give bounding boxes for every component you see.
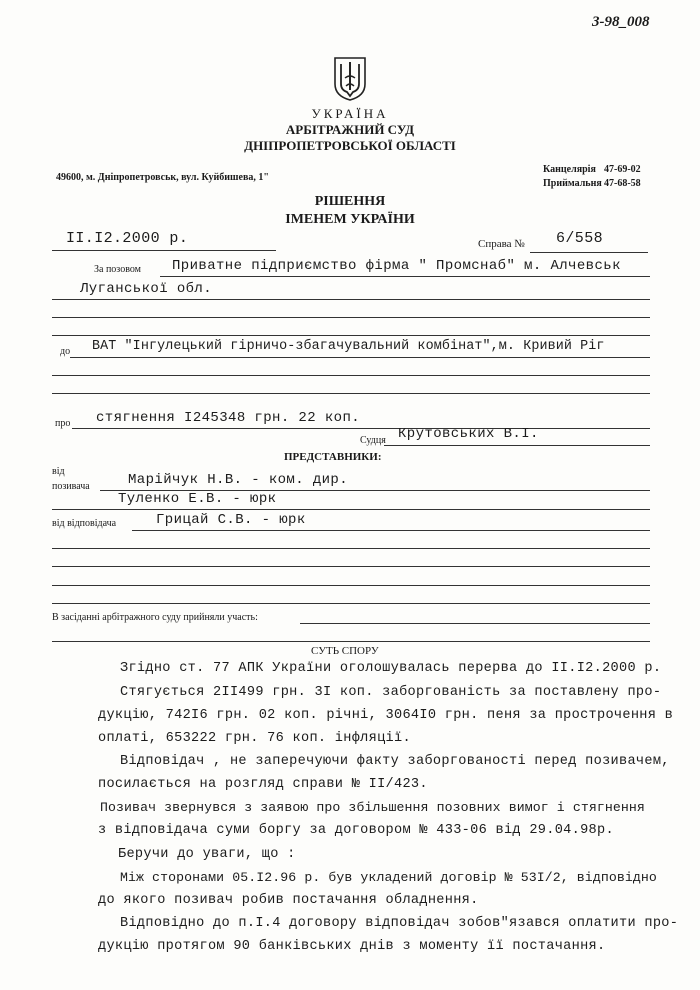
rule <box>160 276 650 277</box>
rule <box>52 585 650 586</box>
rule <box>52 393 650 394</box>
defendant-line-1: ВАТ "Інгулецький гірничо-збагачувальний комбінат",м. Кривий Ріг <box>92 339 605 354</box>
body-line: Відповідно до п.I.4 договору відповідач зобов"язався оплатити про- <box>120 916 679 931</box>
rule <box>70 357 650 358</box>
court-region: ДНІПРОПЕТРОВСЬКОЇ ОБЛАСТІ <box>244 138 456 153</box>
body-line: Беручи до уваги, що : <box>118 847 296 862</box>
case-underline <box>530 252 648 253</box>
case-number: 6/558 <box>556 230 604 247</box>
chancellery-label: Канцелярія <box>543 164 596 175</box>
document-id: 3-98_008 <box>592 14 650 30</box>
from-plaintiff-label: від <box>52 466 65 477</box>
decision-date: II.I2.2000 р. <box>66 230 189 247</box>
date-underline <box>52 250 276 251</box>
rule <box>52 603 650 604</box>
dispute-title: СУТЬ СПОРУ <box>311 645 379 657</box>
body-line: посилається на розгляд справи № II/423. <box>98 777 428 792</box>
rule <box>52 509 650 510</box>
rule <box>52 335 650 336</box>
plaintiff-line-1: Приватне підприємство фірма " Промснаб" м. Алчевськ <box>172 258 621 274</box>
judge-label: Судця <box>360 435 386 446</box>
rule <box>52 641 650 642</box>
court-address: 49600, м. Дніпропетровськ, вул. Куйбишева, 1" <box>56 172 269 183</box>
court-name: АРБІТРАЖНИЙ СУД <box>285 122 415 137</box>
judge-underline <box>384 445 650 446</box>
body-line: дукцію, 742I6 грн. 02 коп. річні, 3064I0 грн. пеня за прострочення в <box>98 708 674 723</box>
body-line: з відповідача суми боргу за договором № 433-06 від 29.04.98р. <box>98 823 614 838</box>
defendant-rep-1: Грицай С.В. - юрк <box>156 512 306 528</box>
representatives-title: ПРЕДСТАВНИКИ: <box>284 451 382 463</box>
claim-label: За позовом <box>94 264 141 275</box>
rule <box>52 317 650 318</box>
decision-subtitle: ІМЕНЕМ УКРАЇНИ <box>285 212 415 227</box>
case-label: Справа № <box>478 238 525 250</box>
rule <box>72 428 650 429</box>
body-line: дукцію протягом 90 банківських днів з моменту її постачання. <box>98 939 606 954</box>
rule <box>52 375 650 376</box>
session-label: В засіданні арбітражного суду прийняли участь: <box>52 612 258 623</box>
plaintiff-rep-1: Марійчук Н.В. - ком. дир. <box>128 472 349 488</box>
reception-label: Приймальня <box>543 178 602 189</box>
about-label: про <box>55 418 71 429</box>
chancellery-phone: 47-69-02 <box>604 164 641 175</box>
country-name: УКРАЇНА <box>311 106 389 121</box>
rule <box>132 530 650 531</box>
body-line: Позивач звернувся з заявою про збільшення позовних вимог і стягнення <box>100 800 645 815</box>
body-line: оплаті, 653222 грн. 76 коп. інфляції. <box>98 731 411 746</box>
to-label: до <box>60 346 71 357</box>
body-line: Відповідач , не заперечуючи факту заборгованості перед позивачем, <box>120 754 670 769</box>
claim-subject: стягнення I245348 грн. 22 коп. <box>96 410 361 426</box>
rule <box>52 566 650 567</box>
from-defendant-label: від відповідача <box>52 518 117 529</box>
rule <box>52 299 650 300</box>
rule <box>300 623 650 624</box>
plaintiff-rep-2: Туленко Е.В. - юрк <box>118 491 277 507</box>
body-line: Між сторонами 05.I2.96 р. був укладений договір № 53I/2, відповідно <box>120 870 657 885</box>
rule <box>52 548 650 549</box>
from-plaintiff-label-2: позивача <box>52 481 90 492</box>
decision-title: РІШЕННЯ <box>314 194 386 209</box>
plaintiff-line-2: Луганської обл. <box>80 281 213 297</box>
trident-emblem-icon <box>332 54 368 102</box>
reception-phone: 47-68-58 <box>604 178 641 189</box>
body-line: до якого позивач робив постачання обладнення. <box>98 893 479 908</box>
body-line: Згідно ст. 77 АПК України оголошувалась перерва до II.I2.2000 р. <box>120 661 662 676</box>
body-line: Стягується 2II499 грн. 3I коп. заборгованість за поставлену про- <box>120 685 662 700</box>
judge-name: Крутовських В.І. <box>398 426 539 442</box>
